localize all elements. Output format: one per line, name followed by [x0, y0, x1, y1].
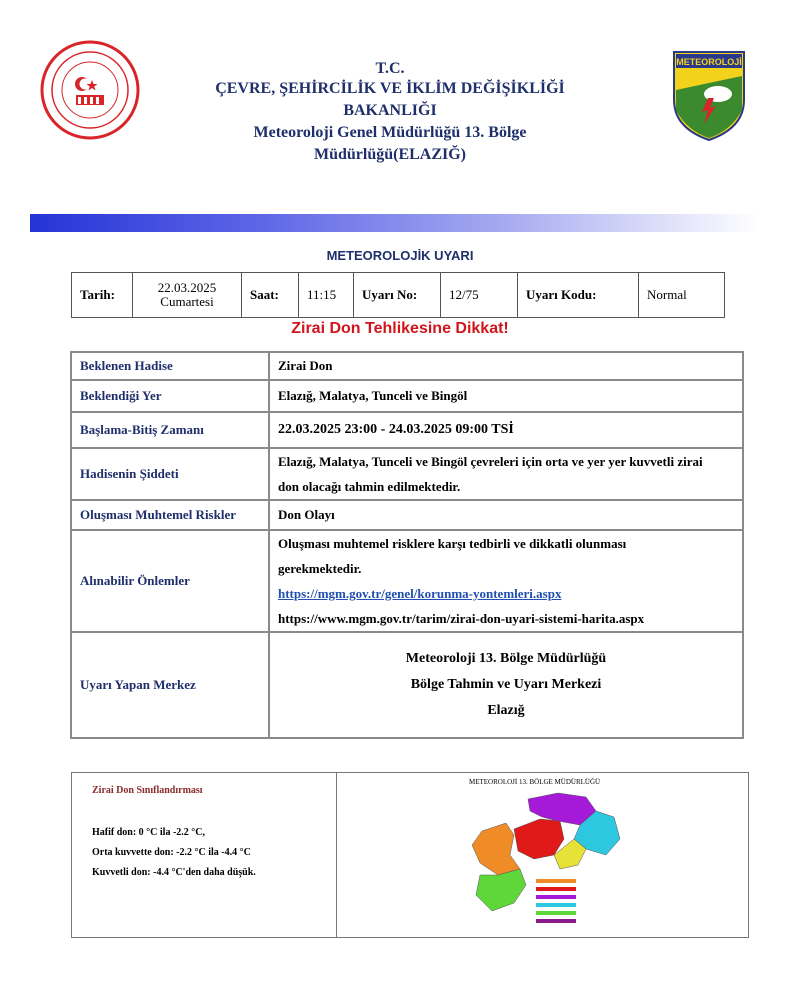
date-value: 22.03.2025	[157, 280, 217, 295]
legend-swatch-orange	[536, 879, 576, 883]
risks-label: Oluşması Muhtemel Riskler	[71, 500, 269, 530]
document-title: METEOROLOJİK UYARI	[326, 248, 474, 263]
center-value	[269, 632, 743, 738]
map-region-malatya	[472, 823, 520, 875]
header-line-3: BAKANLIĞI	[343, 102, 437, 119]
warning-code-label: Uyarı Kodu:	[518, 273, 639, 318]
ministry-seal-logo	[40, 40, 140, 140]
center-line-1: Meteoroloji 13. Bölge Müdürlüğü	[405, 651, 607, 666]
center-label: Uyarı Yapan Merkez	[71, 632, 269, 738]
time-range-label: Başlama-Bitiş Zamanı	[71, 412, 269, 448]
place-value: Elazığ, Malatya, Tunceli ve Bingöl	[269, 380, 743, 412]
warning-code-value: Normal	[639, 273, 725, 318]
severity-line-2: don olacağı tahmin edilmektedir.	[278, 479, 461, 494]
measures-line-1: Oluşması muhtemel risklere karşı tedbirli ve dikkatli olunması	[278, 536, 627, 551]
warning-title: Zirai Don Tehlikesine Dikkat!	[291, 320, 509, 337]
warning-details-table	[70, 351, 744, 739]
center-line-3: Elazığ	[487, 703, 525, 718]
measures-line-2: gerekmektedir.	[278, 561, 362, 576]
date-cell	[133, 273, 242, 318]
time-label: Saat:	[242, 273, 299, 318]
date-day: Cumartesi	[160, 294, 214, 309]
warning-no-label: Uyarı No:	[354, 273, 441, 318]
severity-label: Hadisenin Şiddeti	[71, 448, 269, 500]
light-frost-text: Hafif don: 0 °C ila -2.2 °C,	[92, 827, 205, 838]
risks-value: Don Olayı	[269, 500, 743, 530]
region-map	[454, 789, 634, 929]
header-line-4: Meteoroloji Genel Müdürlüğü 13. Bölge	[253, 124, 527, 141]
severity-value	[269, 448, 743, 500]
measures-label: Alınabilir Önlemler	[71, 530, 269, 632]
header-gradient-bar	[30, 214, 760, 232]
legend-swatch-red	[536, 887, 576, 891]
place-label: Beklendiği Yer	[71, 380, 269, 412]
strong-frost-text: Kuvvetli don: -4.4 °C'den daha düşük.	[92, 867, 256, 878]
map-title: METEOROLOJİ 13. BÖLGE MÜDÜRLÜĞÜ	[469, 778, 601, 786]
meteorology-shield-logo	[672, 50, 746, 142]
date-label: Tarih:	[72, 273, 133, 318]
legend-swatch-cyan	[536, 903, 576, 907]
legend-swatch-violet	[536, 919, 576, 923]
time-value: 11:15	[299, 273, 354, 318]
box-divider	[336, 773, 337, 937]
protection-methods-link[interactable]: https://mgm.gov.tr/genel/korunma-yontemleri.aspx	[278, 586, 562, 601]
severity-line-1: Elazığ, Malatya, Tunceli ve Bingöl çevreleri için orta ve yer yer kuvvetli zirai	[278, 454, 703, 469]
event-value: Zirai Don	[269, 352, 743, 380]
header-line-5: Müdürlüğü(ELAZIĞ)	[313, 146, 467, 163]
logo-text: METEOROLOJİ	[676, 57, 742, 67]
map-region-adiyaman	[476, 869, 526, 911]
measures-value	[269, 530, 743, 632]
header-line-1: T.C.	[375, 60, 405, 77]
warning-no-value: 12/75	[441, 273, 518, 318]
frost-classification-box	[71, 772, 749, 938]
classification-title: Zirai Don Sınıflandırması	[92, 785, 203, 796]
legend-swatch-purple	[536, 895, 576, 899]
warning-info-table	[71, 272, 725, 318]
header-line-2: ÇEVRE, ŞEHİRCİLİK VE İKLİM DEĞİŞİKLİĞİ	[215, 80, 565, 97]
time-range-value: 22.03.2025 23:00 - 24.03.2025 09:00 TSİ	[269, 412, 743, 448]
frost-map-link[interactable]: https://www.mgm.gov.tr/tarim/zirai-don-uyari-sistemi-harita.aspx	[278, 611, 645, 626]
medium-frost-text: Orta kuvvette don: -2.2 °C ila -4.4 °C	[92, 847, 251, 858]
legend-swatch-green	[536, 911, 576, 915]
center-line-2: Bölge Tahmin ve Uyarı Merkezi	[410, 677, 602, 692]
event-label: Beklenen Hadise	[71, 352, 269, 380]
